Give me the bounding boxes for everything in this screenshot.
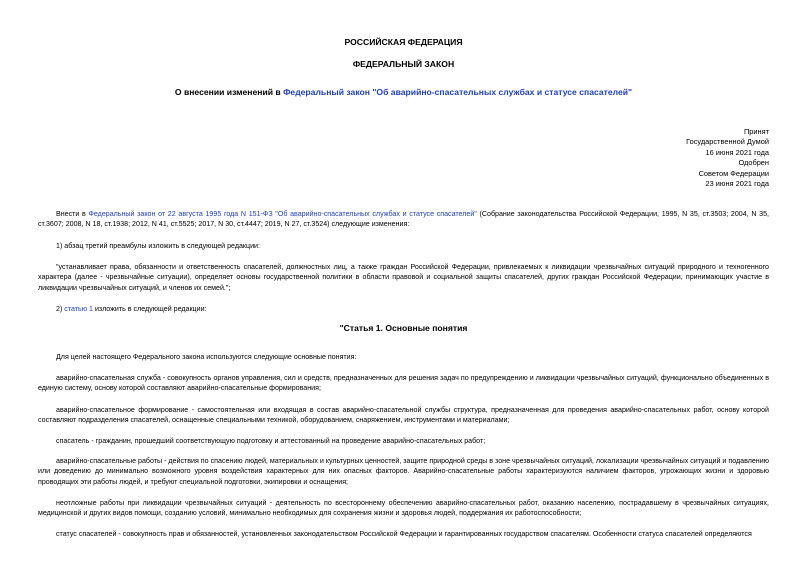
item-2: [38, 304, 769, 314]
definition-paragraph: спасатель - гражданин, прошедший соответствующую подготовку и аттестованный на проведение аварийно-спасательных работ;: [56, 437, 486, 445]
definition-paragraph: аварийно-спасательное формирование - самостоятельная или входящая в состав аварийно-спасательной службы структура, предназначенная для проведения аварийно-спасательных работ, основу которой составляют подразделения спасателей, оснащенные специальными техникой, оборудованием, снаряжением, инструментами и материалами;: [38, 406, 769, 425]
intro-prefix: Внести в: [56, 210, 89, 218]
law-title-prefix: О внесении изменений в: [174, 87, 284, 97]
item-2-prefix: 2): [56, 305, 65, 313]
adoption-line: Государственной Думой: [686, 137, 769, 147]
definition-paragraph: аварийно-спасательные работы - действия по спасению людей, материальных и культурных ценностей, защите природной среды в зоне чрезвычайных ситуаций, локализации чрезвычайных ситуаций и подавлению или доведению до минимально возможного уровня воздействия характерных для них опасных факторов. Аварийно-спасательные работы характеризуются наличием факторов, угрожающих жизни и здоровью проводящих эти работы людей, и требуют специальной подготовки, экипировки и оснащения;: [38, 457, 769, 486]
item-2-suffix: изложить в следующей редакции:: [92, 305, 207, 313]
definition-paragraph: статус спасателей - совокупность прав и обязанностей, установленных законодательством Российской Федерации и гарантированных государством спасателям. Особенности статуса спасателей определяются: [56, 530, 752, 538]
law-type-heading: ФЕДЕРАЛЬНЫЙ ЗАКОН: [352, 59, 455, 69]
law-title-link[interactable]: Федеральный закон "Об аварийно-спасательных службах и статусе спасателей": [283, 87, 633, 97]
item-1: 1) абзац третий преамбулы изложить в следующей редакции:: [56, 242, 260, 250]
federation-heading: РОССИЙСКАЯ ФЕДЕРАЦИЯ: [344, 37, 463, 47]
article-1-link[interactable]: статью 1: [64, 305, 93, 313]
adoption-line: Одобрен: [738, 158, 769, 168]
adoption-line: Принят: [743, 127, 769, 136]
law-title: [0, 87, 807, 97]
federal-law-link[interactable]: Федеральный закон от 22 августа 1995 года N 151-ФЗ "Об аварийно-спасательных службах и статусе спасателей": [88, 210, 477, 218]
intro-suffix: (Собрание законодательства Российской Федерации, 1995, N 35, ст.3503; 2004, N 35, ст.3607; 2008, N 18, ст.1938; 2012, N 41, ст.5525; 2017, N 30, ст.4447; 2019, N 27, ст.3524) следующие изменения:: [38, 210, 769, 229]
definition-paragraph: неотложные работы при ликвидации чрезвычайных ситуаций - деятельность по всестороннему обеспечению аварийно-спасательных работ, оказанию населению, пострадавшему в чрезвычайных ситуациях, медицинской и других видов помощи, созданию условий, минимально необходимых для сохранения жизни и здоровья людей, поддержания их работоспособности;: [38, 499, 769, 518]
definitions-intro: Для целей настоящего Федерального закона используются следующие основные понятия:: [56, 353, 357, 361]
adoption-line: 16 июня 2021 года: [705, 147, 769, 157]
adoption-line: 23 июня 2021 года: [705, 179, 769, 189]
intro-paragraph: [38, 209, 769, 230]
article-heading: "Статья 1. Основные понятия: [339, 323, 468, 333]
preamble-quote: "устанавливает права, обязанности и ответственность спасателей, должностных лиц, а также граждан Российской Федерации, привлекаемых к ликвидации чрезвычайных ситуаций природного и техногенного характера (далее - чрезвычайные ситуации), определяет основы государственной политики в области правовой и социальной защиты спасателей, других граждан Российской Федерации, принимающих участие в ликвидации чрезвычайных ситуаций, и членов их семей.";: [38, 263, 769, 292]
definition-paragraph: аварийно-спасательная служба - совокупность органов управления, сил и средств, предназначенных для решения задач по предупреждению и ликвидации чрезвычайных ситуаций, функционально объединенных в единую систему, основу которой составляют аварийно-спасательные формирования;: [38, 374, 769, 393]
adoption-block: [686, 127, 769, 189]
adoption-line: Советом Федерации: [698, 168, 769, 178]
